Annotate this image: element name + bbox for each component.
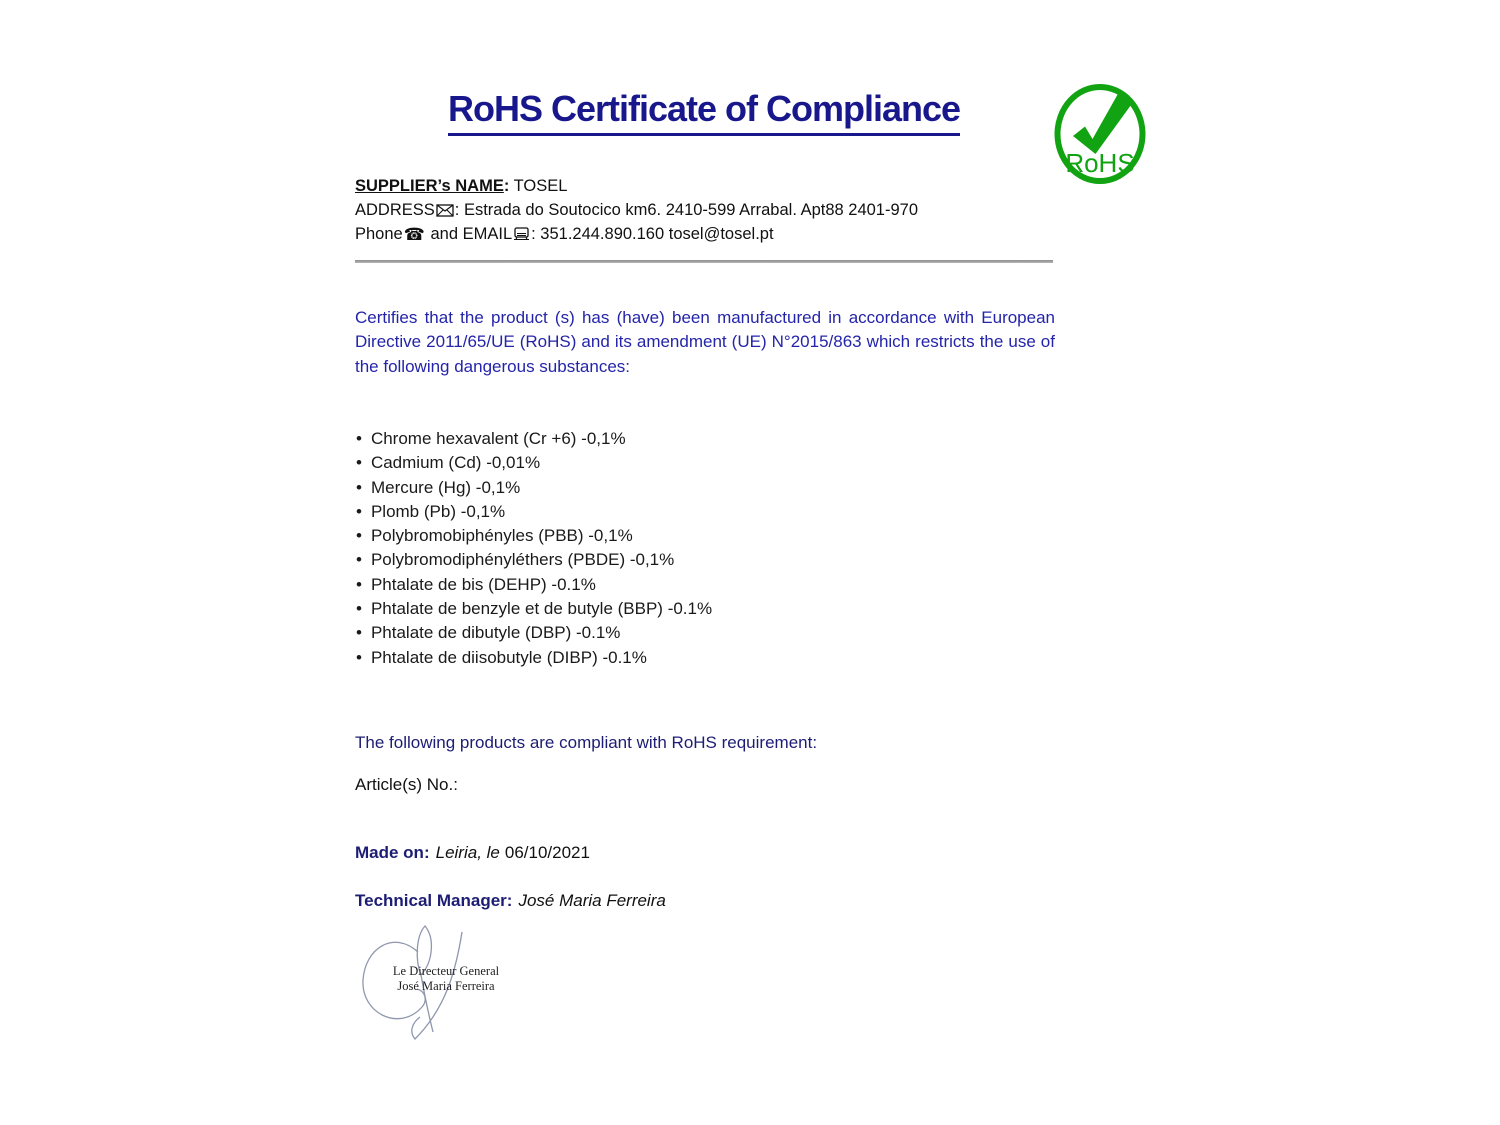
supplier-address-line [355,198,1055,222]
technical-manager-line [355,891,1055,911]
signature-stamp [384,964,508,993]
and-email-label: and EMAIL [425,225,513,243]
supplier-contact-line [355,222,1055,247]
articles-label: Article(s) No.: [355,775,458,794]
substance-item: • Phtalate de diisobutyle (DIBP) -0.1% [356,646,1036,670]
computer-icon [513,227,530,241]
made-on-place: Leiria, le [435,843,500,862]
phone-icon: ☎ [403,225,425,244]
rohs-logo [1052,82,1148,186]
compliance-statement: The following products are compliant with RoHS requirement: [355,733,818,752]
address-value: : Estrada do Soutocico km6. 2410-599 Arrabal. Apt88 2401-970 [454,201,919,219]
substance-item: • Phtalate de benzyle et de butyle (BBP) -0.1% [356,597,1036,621]
substance-item: • Mercure (Hg) -0,1% [356,476,1036,500]
substances-list [356,427,1036,670]
title-block [355,88,1053,136]
made-on-label: Made on: [355,843,430,862]
technical-manager-name: José Maria Ferreira [518,891,666,910]
substance-item: • Phtalate de bis (DEHP) -0.1% [356,573,1036,597]
contact-value: : 351.244.890.160 tosel@tosel.pt [531,225,774,243]
supplier-name-colon: : [503,177,510,195]
made-on-line [355,843,1055,863]
substance-item: • Cadmium (Cd) -0,01% [356,451,1036,475]
divider-rule [355,260,1053,263]
logo-label: RoHS [1065,148,1135,178]
page-title: RoHS Certificate of Compliance [448,88,960,136]
stamp-line2: José Maria Ferreira [397,978,495,993]
signature-block [358,922,508,1052]
made-on-date: 06/10/2021 [504,843,590,862]
substance-item: • Polybromobiphényles (PBB) -0,1% [356,524,1036,548]
envelope-icon [436,204,454,217]
substance-item: • Chrome hexavalent (Cr +6) -0,1% [356,427,1036,451]
supplier-block [355,174,1055,247]
technical-manager-label: Technical Manager: [355,891,513,910]
substance-item: • Plomb (Pb) -0,1% [356,500,1036,524]
stamp-line1: Le Directeur General [392,964,500,978]
substance-item: • Polybromodiphényléthers (PBDE) -0,1% [356,548,1036,572]
address-label: ADDRESS [355,201,435,219]
substance-item: • Phtalate de dibutyle (DBP) -0.1% [356,621,1036,645]
supplier-name-line [355,174,1055,198]
certification-statement: Certifies that the product (s) has (have) been manufactured in accordance with European Directive 2011/65/UE (RoHS) and its amendment (UE) N°2015/863 which restricts the use of the following dangerous substances: [355,308,1055,376]
phone-label: Phone [355,225,403,243]
supplier-name-value: TOSEL [509,177,568,195]
supplier-name-label: SUPPLIER’s NAME [355,177,504,195]
check-icon [1073,92,1134,154]
